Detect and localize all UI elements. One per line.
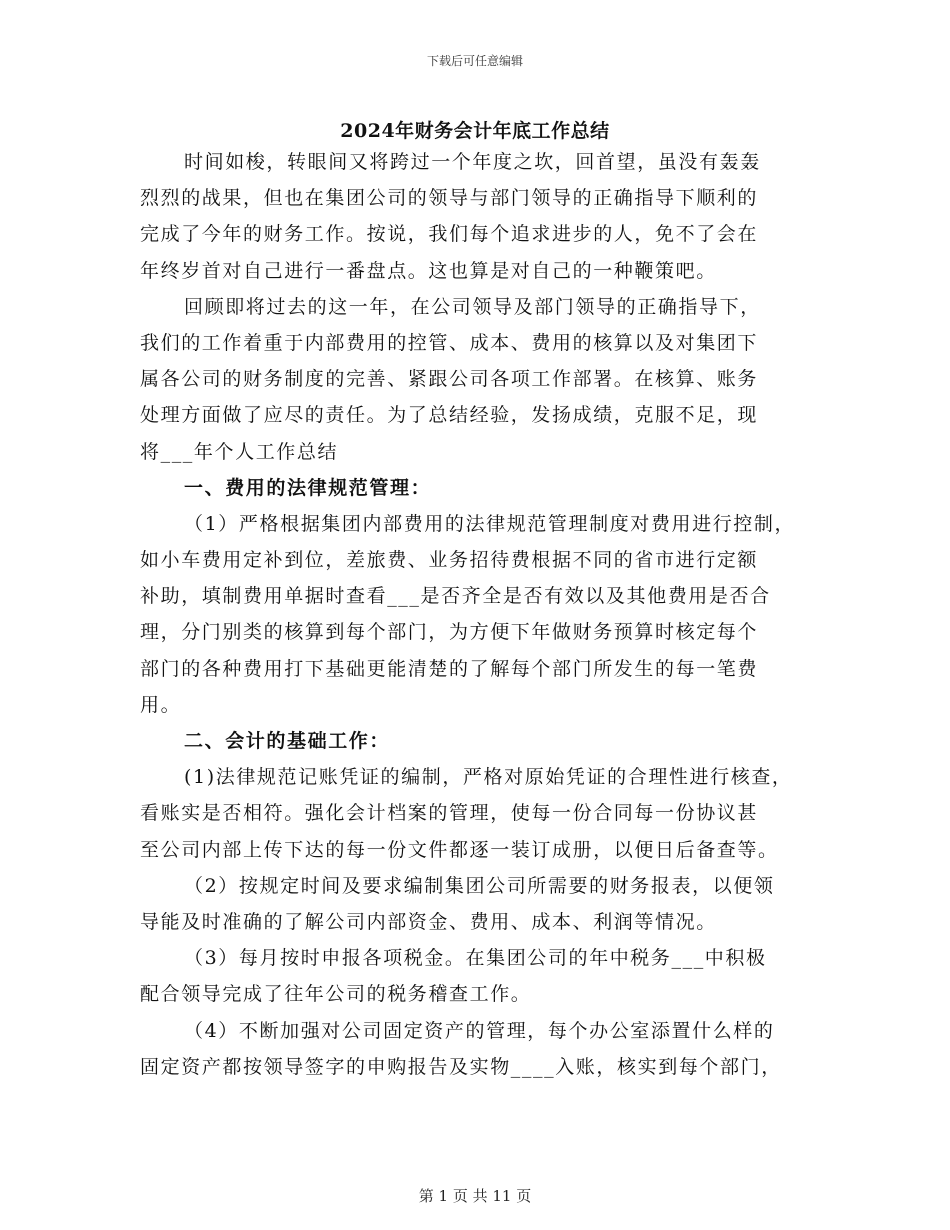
document-title: 2024年财务会计年底工作总结 xyxy=(340,120,610,142)
document-body xyxy=(140,144,820,1085)
paragraph-line: 用。 xyxy=(140,693,182,716)
paragraph-line: 如小车费用定补到位，差旅费、业务招待费根据不同的省市进行定额 xyxy=(140,549,759,572)
page-header-note: 下载后可任意编辑 xyxy=(426,54,523,68)
paragraph-line: 回顾即将过去的这一年，在公司领导及部门领导的正确指导下， xyxy=(184,295,761,318)
paragraph-line: 补助，填制费用单据时查看___是否齐全是否有效以及其他费用是否合 xyxy=(140,585,771,608)
page-footer-number: 第 1 页 共 11 页 xyxy=(418,1187,532,1205)
paragraph-line: 我们的工作着重于内部费用的控管、成本、费用的核算以及对集团下 xyxy=(140,331,759,354)
paragraph-line: 配合领导完成了往年公司的税务稽查工作。 xyxy=(140,983,532,1006)
paragraph-line: 至公司内部上传下达的每一份文件都逐一装订成册，以便日后备查等。 xyxy=(140,838,779,861)
paragraph-line: 看账实是否相符。强化会计档案的管理，使每一份合同每一份协议甚 xyxy=(140,802,759,825)
paragraph-line: 导能及时准确的了解公司内部资金、费用、成本、利润等情况。 xyxy=(140,910,717,933)
paragraph-line: (1)法律规范记账凭证的编制，严格对原始凭证的合理性进行核查， xyxy=(184,766,793,789)
paragraph-line: 属各公司的财务制度的完善、紧跟公司各项工作部署。在核算、账务 xyxy=(140,368,759,391)
paragraph-line: （1）严格根据集团内部费用的法律规范管理制度对费用进行控制， xyxy=(184,512,796,535)
paragraph-line: 处理方面做了应尽的责任。为了总结经验，发扬成绩，克服不足，现 xyxy=(140,404,759,427)
paragraph-line: 年终岁首对自己进行一番盘点。这也算是对自己的一种鞭策吧。 xyxy=(140,259,717,282)
paragraph-line: 将___年个人工作总结 xyxy=(140,440,339,463)
paragraph-line: （3）每月按时申报各项税金。在集团公司的年中税务___中积极 xyxy=(184,947,767,970)
paragraph-line: （2）按规定时间及要求编制集团公司所需要的财务报表，以便领 xyxy=(184,874,775,897)
section-heading-expense: 一、费用的法律规范管理： xyxy=(184,476,432,499)
paragraph-line: 时间如梭，转眼间又将跨过一个年度之坎，回首望，虽没有轰轰 xyxy=(184,151,761,173)
paragraph-line: 理，分门别类的核算到每个部门，为方便下年做财务预算时核定每个 xyxy=(140,621,759,644)
paragraph-line: 部门的各种费用打下基础更能清楚的了解每个部门所发生的每一笔费 xyxy=(140,657,759,680)
paragraph-line: 固定资产都按领导签字的申购报告及实物____入账，核实到每个部门， xyxy=(140,1055,782,1078)
section-heading-accounting: 二、会计的基础工作： xyxy=(184,730,391,752)
paragraph-line: （4）不断加强对公司固定资产的管理，每个办公室添置什么样的 xyxy=(184,1019,775,1042)
paragraph-line: 完成了今年的财务工作。按说，我们每个追求进步的人，免不了会在 xyxy=(140,223,759,246)
paragraph-line: 烈烈的战果，但也在集团公司的领导与部门领导的正确指导下顺利的 xyxy=(140,187,759,210)
